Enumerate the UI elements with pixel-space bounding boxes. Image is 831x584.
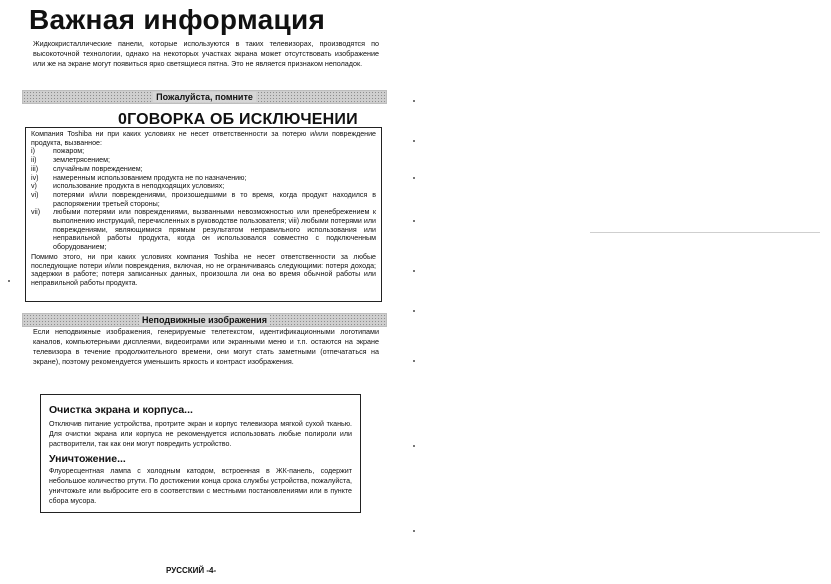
scan-divider [590, 232, 820, 233]
reminder-banner-label: Пожалуйста, помните [153, 92, 256, 102]
still-images-banner-label: Неподвижные изображения [139, 315, 270, 325]
item-text: использование продукта в неподходящих условиях; [53, 182, 225, 191]
scan-mark [413, 270, 415, 272]
item-number: iii) [31, 164, 39, 173]
cleaning-text: Отключив питание устройства, протрите экран и корпус телевизора мягкой сухой тканью. Для очистки экрана или корпуса не рекомендуется использовать любые полироли или растворители, так как они могут повредить устройство. [49, 420, 352, 448]
item-text: землетрясением; [53, 156, 110, 165]
scan-mark [413, 530, 415, 532]
item-number: i) [31, 147, 35, 156]
item-number: vi) [31, 190, 39, 199]
disclaimer-lead: Компания Toshiba ни при каких условиях не несет ответственности за потерю и/или повреждение продукта, вызванное: [31, 130, 376, 147]
list-item [31, 165, 376, 174]
item-number: iv) [31, 173, 39, 182]
page-footer: РУССКИЙ -4- [166, 566, 217, 575]
item-text: пожаром; [53, 147, 85, 156]
item-text: любыми потерями или повреждениями, вызванными невозможностью или пренебрежением к выполнению инструкций, перечисленных в руководстве пользователя; viii) любыми потерями или повреждениями, являющимися прямым результатом неправильного использования или неправильной работы продукта, когда он использовался совместно с подключенным оборудованием; [53, 208, 376, 252]
still-images-banner [22, 313, 387, 327]
scan-mark [8, 280, 10, 282]
disposal-heading: Уничтожение... [49, 453, 126, 466]
scan-mark [413, 100, 415, 102]
item-text: случайным повреждением; [53, 164, 143, 173]
item-number: ii) [31, 156, 37, 165]
intro-paragraph: Жидкокристаллические панели, которые используются в таких телевизорах, производятся по высокоточной технологии, однако на некоторых участках экрана может отсутствовать изображение или же на экране могут появиться ярко светящиеся пятна. Это не является признаком неполадок. [33, 39, 379, 68]
disposal-text: Флуоресцентная лампа с холодным катодом, встроенная в ЖК-панель, содержит небольшое количество ртути. По достижении конца срока службы устройства, пожалуйста, уничтожьте или выбросите его в соответствии с местными постановлениями или в пункте сбора мусора. [49, 467, 352, 505]
scan-mark [413, 445, 415, 447]
reminder-banner [22, 90, 387, 104]
item-number: v) [31, 182, 37, 191]
scan-mark [413, 177, 415, 179]
list-item [31, 174, 376, 183]
scan-mark [413, 220, 415, 222]
cleaning-heading: Очистка экрана и корпуса... [49, 404, 193, 416]
list-item [31, 156, 376, 165]
care-box [40, 394, 361, 513]
scan-mark [413, 360, 415, 362]
disclaimer-list [31, 147, 376, 251]
still-images-paragraph: Если неподвижные изображения, генерируемые телетекстом, идентификационными логотипами каналов, компьютерными дисплеями, видеоиграми или экранными меню и т.п. остаются на экране телевизора в течение продолжительного времени, они могут стать заметными (отпечататься на экране), поэтому рекомендуется уменьшить яркость и контраст изображения. [33, 327, 379, 366]
list-item [31, 208, 376, 252]
disclaimer-after: Помимо этого, ни при каких условиях компания Toshiba не несет ответственности за любые последующие потери и/или повреждения, включая, но не ограничиваясь следующими: потеря дохода; задержки в работе; потеря записанных данных, произошла ли она во время обычной работы или неправильной работы продукта. [31, 252, 376, 287]
list-item [31, 182, 376, 191]
page-title: Важная информация [29, 4, 326, 35]
item-text: намеренным использованием продукта не по назначению; [53, 173, 247, 182]
scan-mark [413, 140, 415, 142]
scan-mark [413, 310, 415, 312]
disclaimer-box [25, 127, 382, 302]
list-item [31, 191, 376, 208]
list-item [31, 147, 376, 156]
item-number: vii) [31, 208, 41, 217]
item-text: потерями и/или повреждениями, произошедшими в то время, когда продукт находился в распоряжении третьей стороны; [53, 190, 376, 208]
disclaimer-title: 0ГОВОРКА ОБ ИСКЛЮЧЕНИИ [118, 111, 358, 128]
